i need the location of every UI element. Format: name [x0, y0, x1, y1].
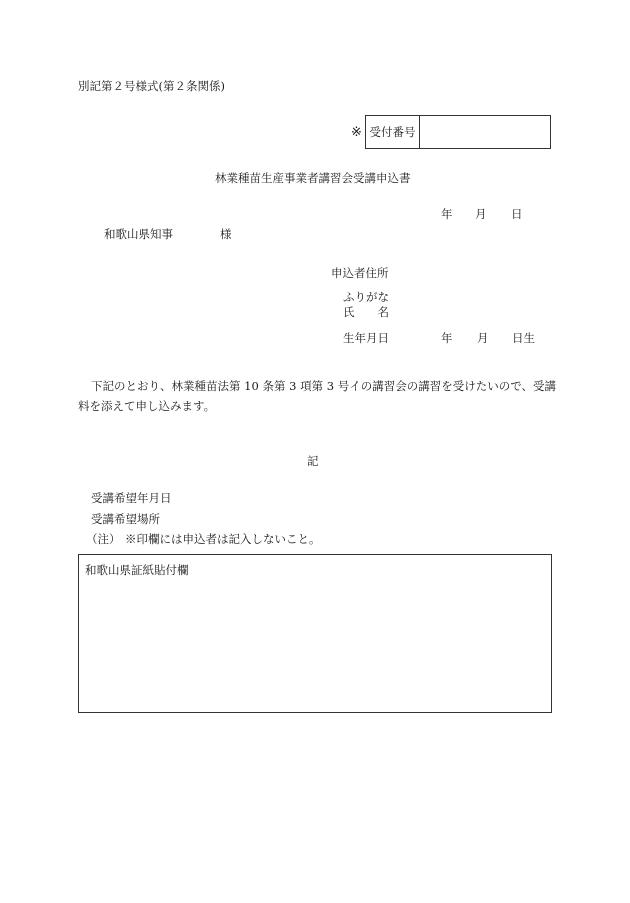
document-title: 林業種苗生産事業者講習会受講申込書 — [215, 171, 411, 185]
birth-year-label: 年 — [441, 331, 453, 345]
applicant-birth-label: 生年月日 — [343, 331, 389, 345]
receipt-number-box — [365, 115, 551, 149]
receipt-mark: ※ — [351, 125, 362, 140]
date-day-label: 日 — [511, 207, 523, 221]
form-number: 別記第２号様式(第２条関係) — [78, 79, 225, 93]
note-text: ※印欄には申込者は記入しないこと。 — [125, 532, 321, 546]
desired-date-label: 受講希望年月日 — [91, 491, 172, 505]
ki-heading: 記 — [307, 454, 319, 468]
body-text-line-2: 料を添えて申し込みます。 — [78, 399, 216, 413]
applicant-address-label: 申込者住所 — [331, 266, 389, 280]
date-month-label: 月 — [475, 207, 487, 221]
birth-month-label: 月 — [477, 331, 489, 345]
desired-place-label: 受講希望場所 — [91, 512, 160, 526]
body-text-line-1: 下記のとおり、林業種苗法第 10 条第 3 項第 3 号イの講習会の講習を受けたいので、受講 — [91, 379, 556, 393]
receipt-number-field[interactable] — [420, 116, 550, 148]
addressee-honorific: 様 — [220, 227, 232, 241]
applicant-name-label: 氏 名 — [343, 305, 389, 319]
revenue-stamp-label: 和歌山県証紙貼付欄 — [85, 563, 189, 577]
note-prefix: （注） — [86, 532, 121, 546]
addressee-name: 和歌山県知事 — [104, 227, 173, 241]
revenue-stamp-area — [78, 554, 552, 713]
receipt-number-label: 受付番号 — [366, 116, 420, 148]
date-year-label: 年 — [441, 207, 453, 221]
birth-day-suffix: 日生 — [512, 331, 535, 345]
applicant-furigana-label: ふりがな — [343, 290, 389, 304]
